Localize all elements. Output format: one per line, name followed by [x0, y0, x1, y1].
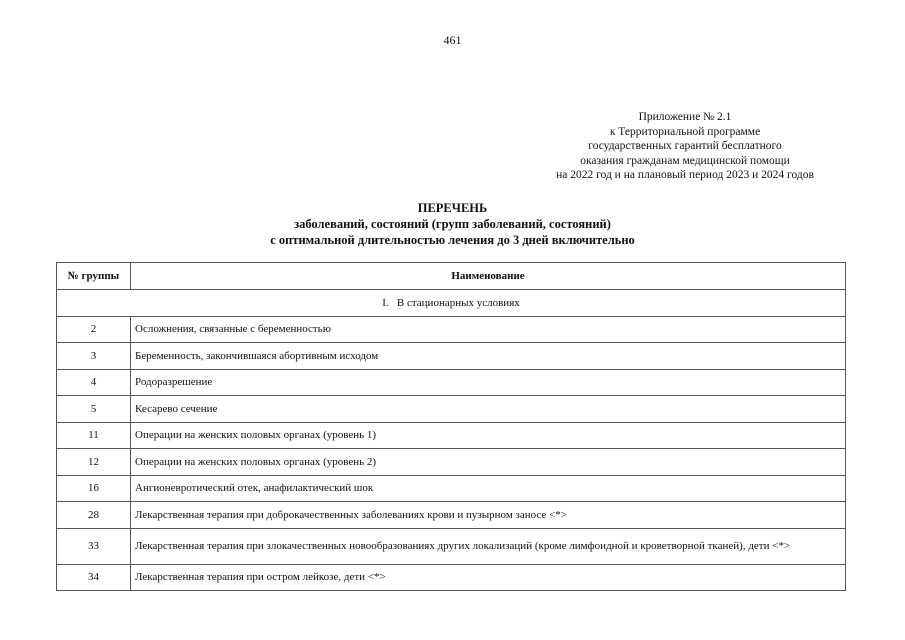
table-row [57, 422, 846, 449]
group-number-cell: 33 [57, 528, 131, 564]
section-row [57, 290, 846, 317]
name-cell: Беременность, закончившаяся абортивным исходом [131, 343, 846, 370]
table-row [57, 502, 846, 529]
name-cell: Ангионевротический отек, анафилактический шок [131, 475, 846, 502]
group-number-cell: 28 [57, 502, 131, 529]
table-row [57, 369, 846, 396]
title-line: с оптимальной длительностью лечения до 3 дней включительно [270, 233, 635, 247]
table-header-row [57, 263, 846, 290]
title-heading: ПЕРЕЧЕНЬ [417, 201, 488, 215]
table-row [57, 396, 846, 423]
name-cell: Операции на женских половых органах (уровень 1) [131, 422, 846, 449]
name-cell: Лекарственная терапия при остром лейкозе, дети <*> [131, 564, 846, 591]
group-number-cell: 3 [57, 343, 131, 370]
appendix-line: на 2022 год и на плановый период 2023 и 2024 годов [556, 169, 814, 182]
table-row [57, 316, 846, 343]
group-number-cell: 34 [57, 564, 131, 591]
name-cell: Лекарственная терапия при доброкачественных заболеваниях крови и пузырном заносе <*> [131, 502, 846, 529]
appendix-line: к Территориальной программе [609, 125, 761, 138]
table-row [57, 475, 846, 502]
group-number-cell: 12 [57, 449, 131, 476]
column-header-group-number: № группы [57, 263, 131, 290]
name-cell: Осложнения, связанные с беременностью [131, 316, 846, 343]
column-header-name: Наименование [131, 263, 846, 290]
table-row [57, 449, 846, 476]
group-number-cell: 4 [57, 369, 131, 396]
table-row [57, 564, 846, 591]
name-cell: Операции на женских половых органах (уровень 2) [131, 449, 846, 476]
name-cell: Лекарственная терапия при злокачественных новообразованиях других локализаций (кроме лимфоидной и кроветворной тканей), дети <*> [131, 528, 846, 564]
group-number-cell: 2 [57, 316, 131, 343]
document-title [0, 200, 905, 248]
title-line: заболеваний, состояний (групп заболеваний, состояний) [294, 217, 611, 231]
page-number: 461 [443, 33, 462, 47]
appendix-line: государственных гарантий бесплатного [588, 140, 782, 153]
table-row [57, 528, 846, 564]
name-cell: Кесарево сечение [131, 396, 846, 423]
group-number-cell: 5 [57, 396, 131, 423]
disease-list-table [56, 262, 846, 591]
appendix-line: Приложение № 2.1 [638, 111, 732, 123]
group-number-cell: 16 [57, 475, 131, 502]
group-number-cell: 11 [57, 422, 131, 449]
section-label: I. В стационарных условиях [57, 290, 846, 317]
table-row [57, 343, 846, 370]
name-cell: Родоразрешение [131, 369, 846, 396]
appendix-line: оказания гражданам медицинской помощи [580, 154, 790, 167]
appendix-note [520, 110, 850, 183]
